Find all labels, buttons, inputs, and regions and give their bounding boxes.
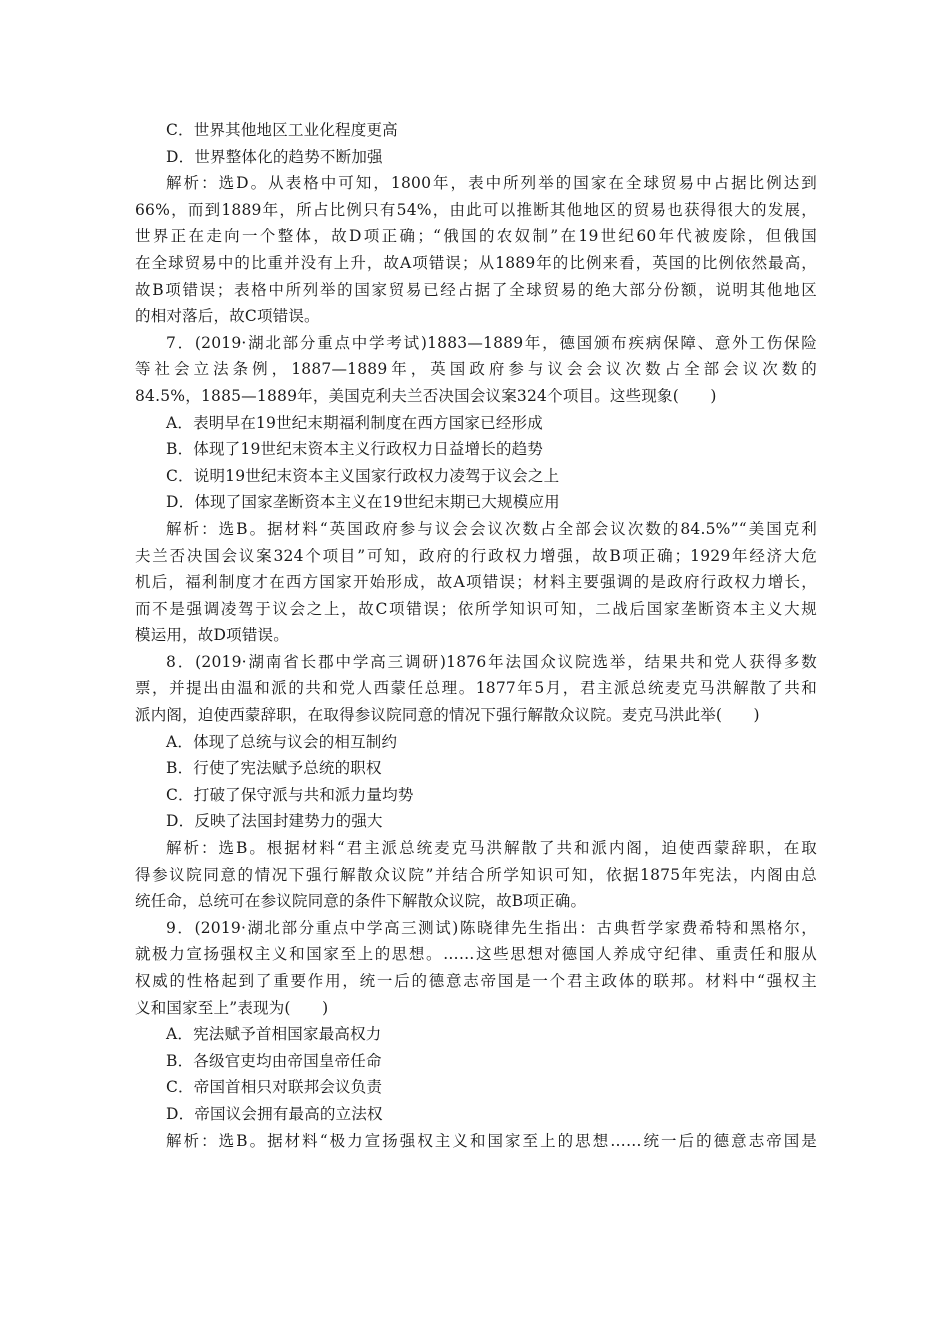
text-line: 9．(2019·湖北部分重点中学高三测试)陈晓律先生指出：古典哲学家费希特和黑格尔， [166, 918, 817, 937]
text-line: 解析：选D。从表格中可知，1800年，表中所列举的国家在全球贸易中占据比例达到 [166, 174, 817, 193]
text-line: B．各级官吏均由帝国皇帝任命 [166, 1051, 382, 1070]
text-line: 解析：选B。据材料“极力宣扬强权主义和国家至上的思想……统一后的德意志帝国是 [166, 1131, 817, 1150]
document-page [135, 117, 817, 1154]
text-line: D．体现了国家垄断资本主义在19世纪末期已大规模应用 [166, 493, 560, 512]
text-line: 解析：选B。据材料“英国政府参与议会会议次数占全部会议次数的84.5%”“美国克利 [166, 519, 817, 538]
text-line: 的相对落后，故C项错误。 [135, 307, 320, 326]
text-line: 义和国家至上”表现为( ) [135, 998, 329, 1017]
text-line: B．行使了宪法赋予总统的职权 [166, 759, 382, 778]
text-line: 8．(2019·湖南省长郡中学高三调研)1876年法国众议院选举，结果共和党人获得多数 [166, 652, 817, 671]
text-line: A．表明早在19世纪末期福利制度在西方国家已经形成 [166, 413, 543, 432]
text-line: C．说明19世纪末资本主义国家行政权力凌驾于议会之上 [166, 466, 560, 485]
text-line: 派内阁，迫使西蒙辞职，在取得参议院同意的情况下强行解散众议院。麦克马洪此举( ) [135, 706, 760, 725]
text-line: 解析：选B。根据材料“君主派总统麦克马洪解散了共和派内阁，迫使西蒙辞职，在取 [166, 839, 817, 858]
text-line: 在全球贸易中的比重并没有上升，故A项错误；从1889年的比例来看，英国的比例依然最高， [135, 253, 817, 272]
text-line: B．体现了19世纪末资本主义行政权力日益增长的趋势 [166, 440, 544, 459]
text-line: 就极力宣扬强权主义和国家至上的思想。……这些思想对德国人养成守纪律、重责任和服从 [135, 945, 817, 964]
text-line: C．打破了保守派与共和派力量均势 [166, 785, 414, 804]
text-line: 世界正在走向一个整体，故D项正确；“俄国的农奴制”在19世纪60年代被废除，但俄国 [135, 227, 817, 246]
text-line: 66%，而到1889年，所占比例只有54%，由此可以推断其他地区的贸易也获得很大的发展， [135, 200, 817, 219]
text-line: C．帝国首相只对联邦会议负责 [166, 1078, 383, 1097]
text-line: 7．(2019·湖北部分重点中学考试)1883—1889年，德国颁布疾病保障、意外工伤保险 [166, 333, 817, 352]
text-line: D．世界整体化的趋势不断加强 [166, 147, 383, 166]
text-line: 得参议院同意的情况下强行解散众议院”并结合所学知识可知，依据1875年宪法，内阁由总 [135, 865, 817, 884]
text-line: A．宪法赋予首相国家最高权力 [166, 1025, 382, 1044]
text-line: D．帝国议会拥有最高的立法权 [166, 1104, 383, 1123]
text-line: D．反映了法国封建势力的强大 [166, 812, 383, 831]
text-line: 模运用，故D项错误。 [135, 626, 289, 645]
text-line: 机后，福利制度才在西方国家开始形成，故A项错误；材料主要强调的是政府行政权力增长， [135, 573, 817, 592]
text-line: 统任命，总统可在参议院同意的条件下解散众议院，故B项正确。 [135, 892, 587, 911]
text-line: 84.5%，1885—1889年，美国克利夫兰否决国会议案324个项目。这些现象( ) [135, 386, 717, 405]
text-line: 故B项错误；表格中所列举的国家贸易已经占据了全球贸易的绝大部分份额，说明其他地区 [135, 280, 817, 299]
text-line: A．体现了总统与议会的相互制约 [166, 732, 398, 751]
text-line: 夫兰否决国会议案324个项目”可知，政府的行政权力增强，故B项正确；1929年经济大危 [135, 546, 817, 565]
text-line: 票，并提出由温和派的共和党人西蒙任总理。1877年5月，君主派总统麦克马洪解散了共和 [135, 679, 817, 698]
text-line: 而不是强调凌驾于议会之上，故C项错误；依所学知识可知，二战后国家垄断资本主义大规 [135, 599, 817, 618]
text-line: 权威的性格起到了重要作用，统一后的德意志帝国是一个君主政体的联邦。材料中“强权主 [135, 972, 817, 990]
text-line: 等社会立法条例，1887—1889年，英国政府参与议会会议次数占全部会议次数的 [135, 360, 817, 379]
text-line: C．世界其他地区工业化程度更高 [166, 121, 398, 139]
